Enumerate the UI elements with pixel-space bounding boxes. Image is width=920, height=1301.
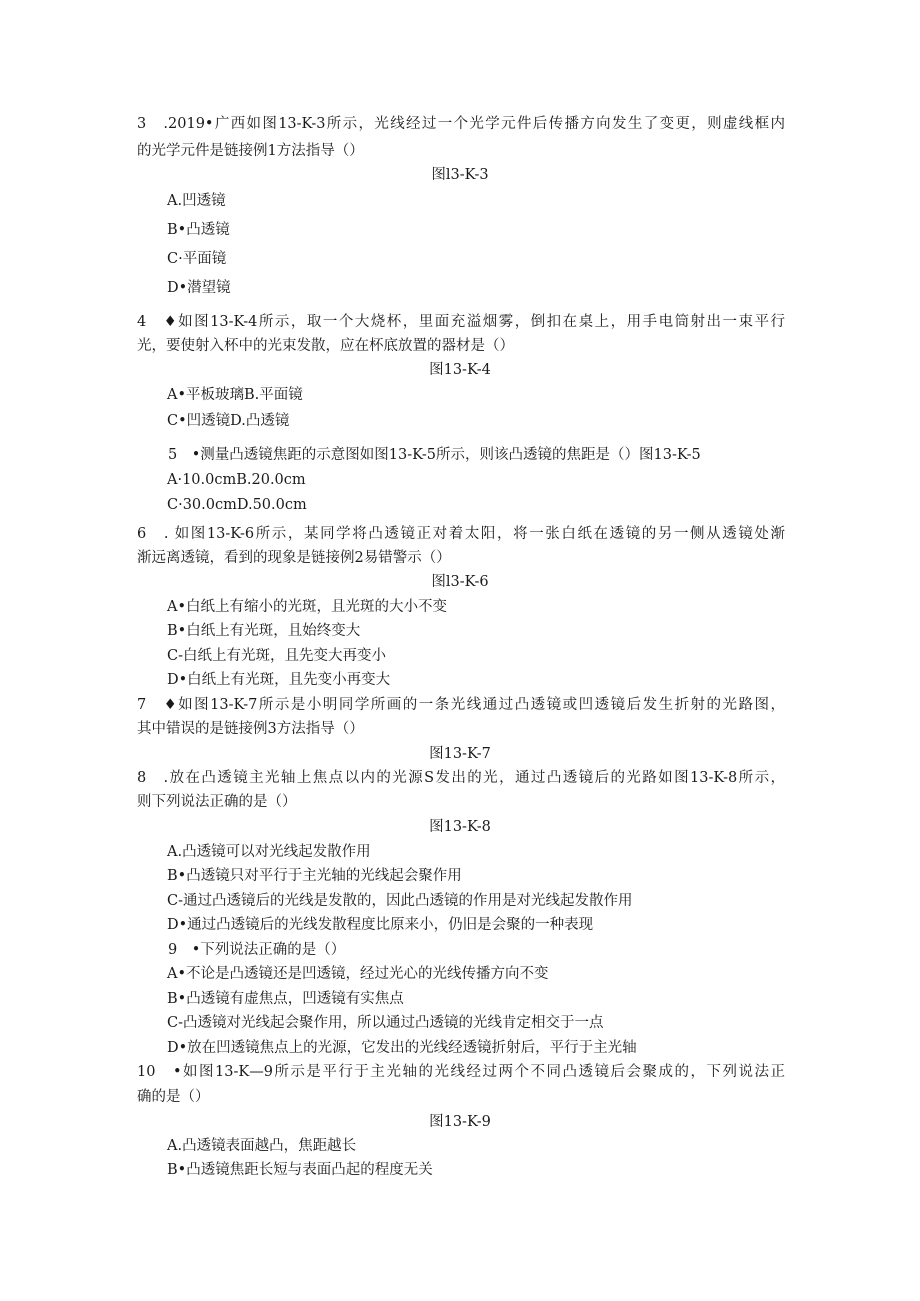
question-9-option-d: D•放在凹透镜焦点上的光源，它发出的光线经透镜折射后，平行于主光轴 [167, 1040, 637, 1056]
question-6-line-2: 渐远离透镜，看到的现象是链接例2易错警示（） [137, 550, 451, 566]
question-5-line-1: 5 •测量凸透镜焦距的示意图如图13-K-5所示，则该凸透镜的焦距是（）图13-K-5 [168, 447, 701, 463]
question-3-line-1: 3 .2019•广西如图13-K-3所示，光线经过一个光学元件后传播方向发生了变更，则虚线框内 [137, 116, 785, 132]
question-8-line-1: 8 .放在凸透镜主光轴上焦点以内的光源S发出的光，通过凸透镜后的光路如图13-K-8所示， [137, 770, 785, 786]
question-4-options-cd: C•凹透镜D.凸透镜 [167, 413, 290, 429]
question-6-option-a: A•白纸上有缩小的光斑，且光斑的大小不变 [167, 599, 448, 615]
question-7-line-2: 其中错误的是链接例3方法指导（） [137, 721, 364, 737]
question-9-option-b: B•凸透镜有虚焦点，凹透镜有实焦点 [167, 991, 404, 1007]
question-3-option-b: B•凸透镜 [167, 222, 230, 238]
question-4-line-1: 4 ♦如图13-K-4所示，取一个大烧杯，里面充溢烟雾，倒扣在桌上，用手电筒射出一束平行 [137, 314, 785, 330]
question-6-option-b: B•白纸上有光斑，且始终变大 [167, 623, 361, 639]
question-6-line-1: 6 . 如图13-K-6所示，某同学将凸透镜正对着太阳，将一张白纸在透镜的另一侧从透镜处渐 [137, 526, 785, 542]
question-4-line-2: 光，要使射入杯中的光束发散，应在杯底放置的器材是（） [137, 338, 514, 354]
figure-caption-13-k-8: 图13-K-8 [429, 819, 491, 835]
question-3-option-d: D•潜望镜 [167, 280, 231, 296]
question-7-line-1: 7 ♦如图13-K-7所示是小明同学所画的一条光线通过凸透镜或凹透镜后发生折射的光路图， [137, 697, 785, 713]
question-5-options-cd: C·30.0cmD.50.0cm [167, 497, 307, 513]
figure-caption-13-k-9: 图13-K-9 [429, 1114, 491, 1130]
question-10-option-b: B•凸透镜焦距长短与表面凸起的程度无关 [167, 1162, 433, 1178]
question-8-option-d: D•通过凸透镜后的光线发散程度比原来小，仍旧是会聚的一种表现 [167, 917, 594, 933]
question-9-option-c: C-凸透镜对光线起会聚作用，所以通过凸透镜的光线肯定相交于一点 [167, 1015, 604, 1031]
figure-caption-13-k-6: 图l3-K-6 [431, 574, 489, 590]
question-9-line-1: 9 •下列说法正确的是（） [168, 942, 346, 958]
question-10-line-1: 10 •如图13-K—9所示是平行于主光轴的光线经过两个不同凸透镜后会聚成的，下列说法正 [137, 1064, 785, 1080]
question-8-option-c: C-通过凸透镜后的光线是发散的，因此凸透镜的作用是对光线起发散作用 [167, 893, 633, 909]
question-3-option-a: A.凹透镜 [167, 193, 226, 209]
question-10-option-a: A.凸透镜表面越凸，焦距越长 [167, 1138, 357, 1154]
question-10-line-2: 确的是（） [137, 1089, 210, 1105]
question-8-line-2: 则下列说法正确的是（） [137, 794, 297, 810]
question-5-options-ab: A·10.0cmB.20.0cm [167, 472, 306, 488]
figure-caption-13-k-3: 图l3-K-3 [431, 167, 489, 183]
question-3-option-c: C·平面镜 [167, 251, 227, 267]
question-4-options-ab: A•平板玻璃B.平面镜 [167, 387, 303, 403]
question-9-option-a: A•不论是凸透镜还是凹透镜，经过光心的光线传播方向不变 [167, 966, 549, 982]
question-6-option-d: D•白纸上有光斑，且先变小再变大 [167, 672, 391, 688]
question-6-option-c: C-白纸上有光斑，且先变大再变小 [167, 648, 386, 664]
question-8-option-b: B•凸透镜只对平行于主光轴的光线起会聚作用 [167, 868, 462, 884]
question-3-line-2: 的光学元件是链接例1方法指导（） [137, 143, 364, 159]
figure-caption-13-k-7: 图13-K-7 [429, 746, 491, 762]
question-8-option-a: A.凸透镜可以对光线起发散作用 [167, 844, 371, 860]
figure-caption-13-k-4: 图13-K-4 [429, 362, 491, 378]
